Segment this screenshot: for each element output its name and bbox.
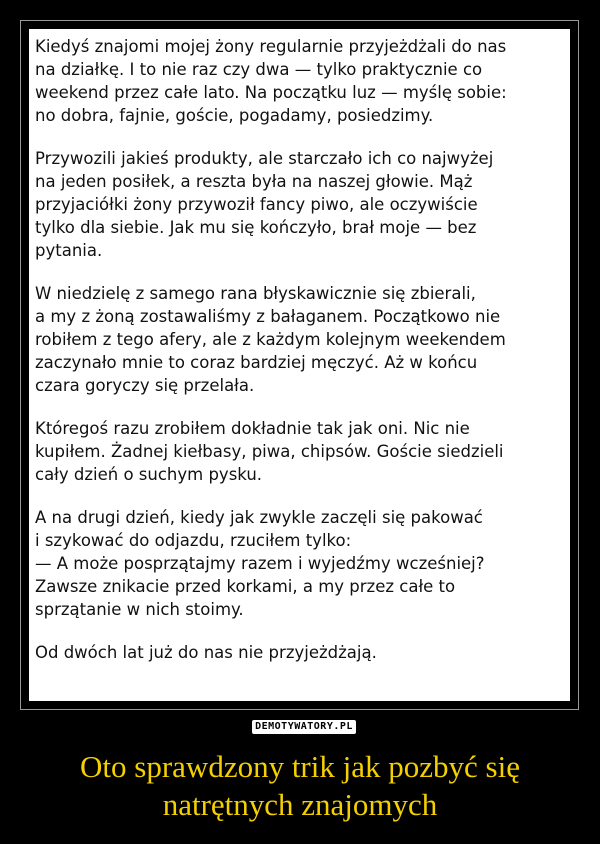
poster-frame — [20, 20, 579, 710]
story-paragraph-5 — [35, 506, 564, 621]
text-line: przyjaciółki żony przywoził fancy piwo, ale oczywiście — [35, 195, 478, 214]
text-line: a my z żoną zostawaliśmy z bałaganem. Początkowo nie — [35, 307, 501, 326]
text-line: weekend przez całe lato. Na początku luz — myślę sobie: — [35, 83, 507, 102]
text-line: no dobra, fajnie, goście, pogadamy, posiedzimy. — [35, 106, 434, 125]
text-line: pytania. — [35, 241, 103, 260]
text-line: czara goryczy się przelała. — [35, 376, 255, 395]
caption-title — [0, 748, 600, 824]
caption-line-2: natrętnych znajomych — [162, 787, 438, 822]
text-line: na jeden posiłek, a reszta była na naszej głowie. Mąż — [35, 172, 473, 191]
text-line: na działkę. I to nie raz czy dwa — tylko praktycznie co — [35, 60, 483, 79]
story-paragraph-4 — [35, 417, 564, 486]
text-line: Kiedyś znajomi mojej żony regularnie przyjeżdżali do nas — [35, 37, 507, 56]
poster-image — [29, 29, 570, 701]
story-paragraph-6 — [35, 641, 564, 664]
text-line: zaczynało mnie to coraz bardziej męczyć. Aż w końcu — [35, 353, 478, 372]
text-line: Od dwóch lat już do nas nie przyjeżdżają. — [35, 643, 377, 662]
text-line: kupiłem. Żadnej kiełbasy, piwa, chipsów. Goście siedzieli — [35, 442, 504, 461]
text-line: sprzątanie w nich stoimy. — [35, 600, 244, 619]
text-line: tylko dla siebie. Jak mu się kończyło, brał moje — bez — [35, 218, 477, 237]
text-line: cały dzień o suchym pysku. — [35, 465, 263, 484]
text-line: W niedzielę z samego rana błyskawicznie się zbierali, — [35, 284, 476, 303]
text-line: i szykować do odjazdu, rzuciłem tylko: — [35, 531, 352, 550]
caption-line-1: Oto sprawdzony trik jak pozbyć się — [80, 749, 520, 784]
story-paragraph-2 — [35, 147, 564, 262]
story-paragraph-1 — [35, 35, 564, 127]
text-line: A na drugi dzień, kiedy jak zwykle zaczęli się pakować — [35, 508, 483, 527]
text-line: Przywozili jakieś produkty, ale starczało ich co najwyżej — [35, 149, 494, 168]
text-line: Któregoś razu zrobiłem dokładnie tak jak oni. Nic nie — [35, 419, 470, 438]
site-watermark: DEMOTYWATORY.PL — [252, 720, 356, 734]
text-line: — A może posprzątajmy razem i wyjedźmy wcześniej? — [35, 554, 485, 573]
text-line: robiłem z tego afery, ale z każdym kolejnym weekendem — [35, 330, 506, 349]
text-line: Zawsze znikacie przed korkami, a my przez całe to — [35, 577, 456, 596]
story-paragraph-3 — [35, 282, 564, 397]
